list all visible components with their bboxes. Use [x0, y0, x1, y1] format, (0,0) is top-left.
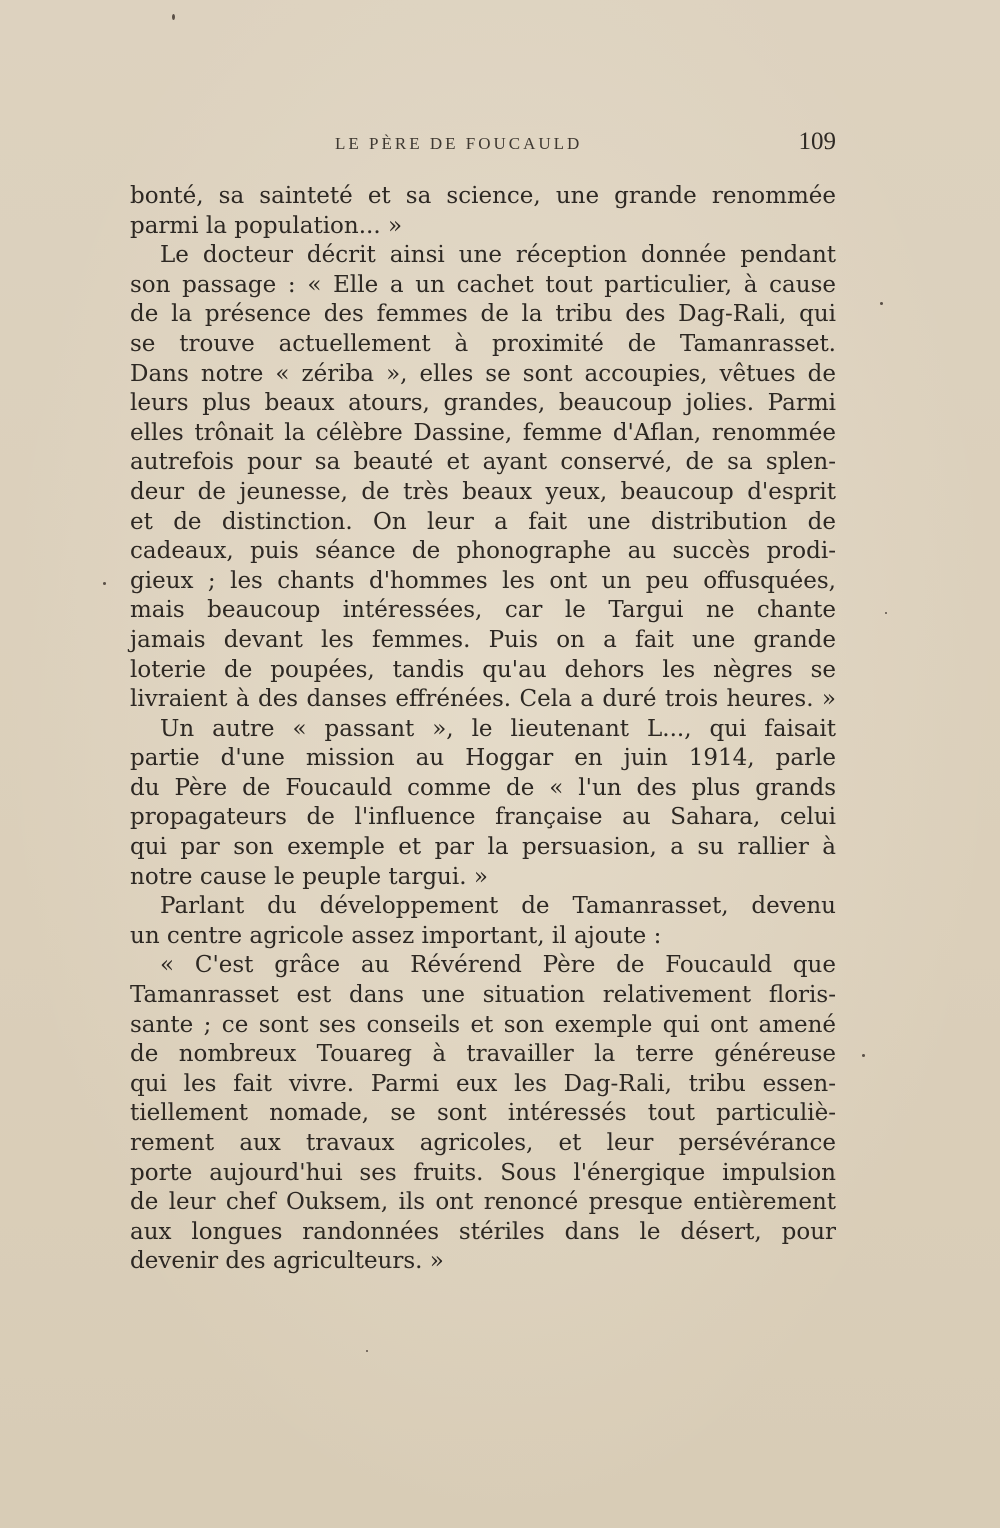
text-line: Tamanrasset est dans une situation relativement floris- — [130, 982, 836, 1009]
text-line: sante ; ce sont ses conseils et son exemple qui ont amené — [130, 1011, 836, 1038]
text-line: « C'est grâce au Révérend Père de Foucauld que — [160, 952, 836, 979]
text-line: parmi la population... » — [130, 212, 403, 239]
text-line: cadeaux, puis séance de phonographe au succès prodi- — [130, 538, 836, 565]
text-line: notre cause le peuple targui. » — [130, 863, 488, 890]
text-line: bonté, sa sainteté et sa science, une grande renommée — [130, 183, 836, 209]
text-line: de nombreux Touareg à travailler la terre généreuse — [130, 1041, 836, 1068]
text-line: gieux ; les chants d'hommes les ont un peu offusquées, — [130, 567, 836, 594]
text-line: son passage : « Elle a un cachet tout particulier, à cause — [130, 271, 836, 298]
text-line: jamais devant les femmes. Puis on a fait une grande — [130, 626, 836, 653]
running-head — [130, 128, 838, 164]
text-line: rement aux travaux agricoles, et leur persévérance — [130, 1130, 836, 1156]
text-line: un centre agricole assez important, il ajoute : — [130, 922, 662, 949]
paper-speck — [103, 582, 106, 585]
text-line: propagateurs de l'influence française au Sahara, celui — [130, 804, 836, 831]
text-line: autrefois pour sa beauté et ayant conservé, de sa splen- — [130, 449, 836, 476]
text-line: devenir des agriculteurs. » — [130, 1248, 444, 1275]
paper-speck — [172, 14, 175, 20]
text-line: Parlant du développement de Tamanrasset, devenu — [160, 893, 836, 920]
text-line: se trouve actuellement à proximité de Tamanrasset. — [130, 330, 836, 357]
text-line: tiellement nomade, se sont intéressés tout particuliè- — [130, 1100, 836, 1127]
paper-speck — [880, 302, 883, 305]
paper-speck — [366, 1350, 368, 1352]
text-line: Un autre « passant », le lieutenant L..., qui faisait — [160, 715, 836, 742]
text-line: aux longues randonnées stériles dans le désert, pour — [130, 1218, 836, 1245]
text-line: Le docteur décrit ainsi une réception donnée pendant — [160, 242, 836, 269]
text-line: de leur chef Ouksem, ils ont renoncé presque entièrement — [130, 1189, 836, 1216]
text-line: du Père de Foucauld comme de « l'un des plus grands — [130, 774, 836, 801]
text-line: leurs plus beaux atours, grandes, beaucoup jolies. Parmi — [130, 390, 836, 417]
text-line: deur de jeunesse, de très beaux yeux, beaucoup d'esprit — [130, 478, 836, 505]
text-line: qui les fait vivre. Parmi eux les Dag-Rali, tribu essen- — [130, 1070, 836, 1097]
page-number: 109 — [798, 128, 836, 155]
text-line: partie d'une mission au Hoggar en juin 1914, parle — [130, 745, 836, 772]
text-line: elles trônait la célèbre Dassine, femme d'Aflan, renommée — [130, 419, 836, 446]
paper-speck — [885, 612, 887, 614]
body-text — [130, 182, 836, 1277]
text-line: Dans notre « zériba », elles se sont accoupies, vêtues de — [130, 360, 836, 387]
text-line: porte aujourd'hui ses fruits. Sous l'énergique impulsion — [130, 1159, 836, 1186]
paper-speck — [862, 1054, 865, 1057]
text-line: loterie de poupées, tandis qu'au dehors les nègres se — [130, 656, 836, 683]
text-line: mais beaucoup intéressées, car le Targui ne chante — [130, 597, 836, 624]
text-line: et de distinction. On leur a fait une distribution de — [130, 508, 836, 535]
running-title: LE PÈRE DE FOUCAULD — [335, 134, 583, 153]
text-line: qui par son exemple et par la persuasion, a su rallier à — [130, 834, 836, 861]
text-line: de la présence des femmes de la tribu des Dag-Rali, qui — [130, 301, 836, 328]
text-line: livraient à des danses effrénées. Cela a duré trois heures. » — [130, 686, 836, 713]
